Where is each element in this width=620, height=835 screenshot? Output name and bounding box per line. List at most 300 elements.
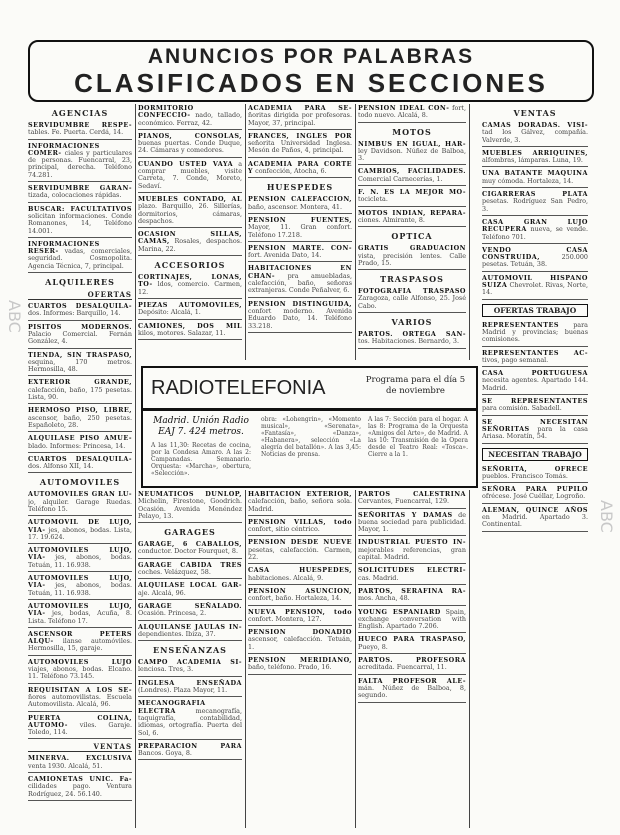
ad-lead: GRATIS GRADUACION [358, 244, 466, 253]
classified-ad [28, 378, 132, 404]
classified-ad [138, 679, 242, 698]
ad-lead: CAMIONETAS UNIC. Fa- [28, 775, 132, 783]
ad-body: calefacción, baño, señora sola. Madrid. [248, 497, 352, 513]
ad-body: Palacio Comercial. Fernán González, 4. [28, 329, 132, 346]
ad-body: tivos, pago semanal. [482, 355, 549, 364]
classified-ad [28, 121, 132, 140]
radio-program-date: Programa para el día 5 de noviembre [365, 375, 466, 396]
ad-lead: CAMPO ACADEMIA SI- [138, 658, 242, 667]
classified-ad [358, 490, 466, 509]
ad-body: Cervantes, Fuencarral, 129. [358, 497, 450, 506]
classified-ad [358, 287, 466, 313]
classified-ad [358, 608, 466, 634]
ad-lead: PENSION CALEFACCION, [248, 195, 352, 204]
classified-ad [138, 104, 242, 130]
ad-lead: PIANOS, CONSOLAS, [138, 131, 242, 140]
ad-lead: CASA PORTUGUESA [482, 369, 588, 378]
ad-lead: SERVIDUMBRE GARAN- [28, 184, 132, 193]
ad-lead: PENSION DONADIO [248, 628, 352, 637]
radio-text: obra: «Lohengrin», «Momento musical», «Serenata», «Fantasía», «Danza», «Habanera», selección «La alegría del batallón». A las 3,45: Noticias de prensa. [261, 416, 361, 458]
ad-body: mán. Núñez de Balboa, 8, segundo. [358, 683, 466, 700]
ad-lead: CAMBIOS, FACILIDADES. [358, 167, 466, 176]
ad-body: alfombras, lámparas. Luna, 19. [482, 156, 583, 165]
ad-body: calefacción, baño, 175 pesetas. Lista, 90. [28, 385, 132, 402]
watermark: ABC [597, 500, 616, 533]
divider [143, 408, 476, 411]
ad-body: baño, teléfono. Prado, 16. [248, 663, 332, 672]
ad-lead: CIGARRERAS PLATA [482, 190, 588, 199]
ad-lead: GARAGE CABIDA TRES [138, 560, 242, 569]
ad-lead: SEÑORA PARA PUPILO [482, 485, 588, 494]
ad-lead: GARAGE, 6 CABALLOS, [138, 540, 242, 549]
classified-ad [248, 160, 352, 179]
classified-ad [358, 140, 466, 166]
ad-body: tizada, colocaciones rápidas. [28, 191, 122, 200]
classified-ad [138, 301, 242, 320]
ad-lead: REPRESENTANTES AC- [482, 348, 588, 357]
ad-body: pesetas, calefacción. Carmen, 22. [248, 545, 352, 562]
ad-body: señorita Universidad Inglesa. Mesón de Paños, 4, principal. [248, 139, 352, 155]
section-heading: OFERTAS [28, 290, 132, 300]
classified-ad [358, 209, 466, 228]
ad-body: esquina, 170 metros. Hermosilla, 48. [28, 357, 132, 374]
classified-ad [482, 218, 588, 244]
ad-lead: REPRESENTANTES [482, 320, 559, 329]
ad-lead: PISITOS MODERNOS. [28, 322, 132, 331]
ad-body: jes, abonos, bodas. Tetuán, 11. 16.938. [28, 553, 132, 569]
ad-body: pesetas. Rodríguez San Pedro, 3. [482, 197, 588, 213]
ad-lead: CUARTOS DESALQUILA- [28, 302, 132, 311]
ad-lead: ACADEMIA PARA SE- [248, 104, 352, 112]
ad-lead: HERMOSO PISO, LIBRE, [28, 406, 132, 415]
ad-lead: AUTOMOVILES LUJO [28, 657, 132, 666]
ad-lead: MOTOS INDIAN, REPARA- [358, 208, 466, 217]
column-5 [482, 104, 588, 828]
classified-ad [482, 321, 588, 347]
ad-body: Pueyo, 8. [358, 642, 388, 651]
ad-body: venta 1930. Alcalá, 51. [28, 761, 103, 770]
ad-body: Michelin, Firestone, Goodrich. Ocasión. Avenida Menéndez Pelayo, 13. [138, 497, 242, 520]
ad-body: pra amuebladas, calefacción, baño, señoras extranjeras. Conde Peñalver, 6. [248, 271, 352, 295]
ad-body: Chevrolet. Rivas, Norte, 14. [482, 281, 588, 297]
ad-lead: ALQUILASE PISO AMUE- [28, 434, 132, 443]
classified-ad [28, 240, 132, 273]
ad-lead: OCASION SILLAS, CAMAS, [138, 230, 242, 246]
classified-ad [28, 455, 132, 474]
classified-ad [138, 540, 242, 559]
ad-body: nado, tallado, económico. Ferraz, 42. [138, 111, 242, 127]
ad-body: cas. Madrid. [358, 573, 399, 582]
classified-ad [358, 244, 466, 270]
ad-body: ñoritas dirigida por profesoras. Mayor, 37, principal. [248, 111, 352, 127]
ad-body: ascensor, baño, 250 pesetas. Españoleto, 28. [28, 413, 132, 429]
classified-ad [138, 160, 242, 193]
classified-ad [248, 216, 352, 242]
ad-body: solicitan informaciones. Conde Romanones, 14, Teléfono 14.001. [28, 211, 132, 235]
classified-ad [482, 369, 588, 395]
column-2-top [138, 104, 246, 360]
classified-ad [248, 132, 352, 158]
classified-ad [28, 714, 132, 740]
section-heading: AGENCIAS [51, 108, 109, 118]
ad-body: confort. Montera, 127. [248, 614, 322, 623]
ad-lead: PENSION DISTINGUIDA, [248, 299, 352, 308]
classified-ad [28, 490, 132, 516]
classified-ad [28, 406, 132, 432]
ad-body: para comisión. Sabadell. [482, 404, 562, 413]
ad-lead: PENSION FUENTES, [248, 215, 352, 224]
ad-lead: PARTOS. PROFESORA [358, 656, 466, 665]
ad-lead: CASA GRAN LUJO RECUPERA [482, 217, 588, 234]
ad-lead: HABITACION EXTERIOR, [248, 490, 352, 498]
classified-ad [248, 300, 352, 333]
classified-ad [138, 230, 242, 256]
classified-ad [138, 561, 242, 580]
ad-lead: HUECO PARA TRASPASO, [358, 635, 466, 644]
ad-body: plazo. Barquillo, 26. Sillerías, dormitorios, cámaras, despachos. [138, 202, 242, 225]
radio-column-1 [151, 416, 251, 477]
classified-ad [482, 274, 588, 300]
classified-ad [28, 754, 132, 773]
ad-lead: FRANCES, INGLES POR [248, 131, 352, 140]
ad-lead: PREPARACION PARA [138, 741, 242, 750]
column-1 [28, 104, 136, 828]
classified-ad [138, 581, 242, 600]
ad-body: Zaragoza, calle Alfonso, 25. José Cabo. [358, 294, 466, 310]
ad-lead: PENSION DESDE NUEVE [248, 538, 352, 547]
ad-lead: SOLICITUDES ELECTRI- [358, 566, 466, 575]
section-heading: TRASPASOS [380, 274, 444, 285]
ad-body: tables. Fe. Puerta. Cerdá, 14. [28, 128, 124, 137]
section-heading: VENTAS [513, 108, 557, 118]
ad-lead: CAMIONES, DOS MIL [138, 321, 242, 330]
classified-ad [28, 775, 132, 801]
ad-lead: INFORMACIONES RESER- [28, 239, 100, 256]
ad-lead: GARAGE SEÑALADO. [138, 601, 242, 610]
ad-body: para la casa Ariasa. Moratín, 54. [482, 424, 588, 441]
masthead [28, 40, 594, 102]
ad-body: mejorables referencias, gran capital. Madrid. [358, 545, 466, 562]
ad-lead: PARTOS. ORTEGA SAN- [358, 330, 466, 339]
ad-body: Mayor, 11. Gran confort. Teléfono 17.218. [248, 223, 352, 239]
ad-lead: MINERVA. EXCLUSIVA [28, 754, 132, 763]
classified-ad [358, 188, 466, 207]
classified-ad [28, 686, 132, 712]
section-heading: OFERTAS TRABAJO [482, 304, 588, 317]
ad-body: viles. Garaje. Toledo, 114. [28, 720, 132, 737]
ad-body: confort, sitio céntrico. [248, 525, 320, 534]
classified-ad [482, 121, 588, 147]
ad-body: para Madrid y provincias; buenas comisiones. [482, 320, 588, 344]
classified-ad [28, 602, 132, 628]
ad-body: dos. Informes: Barquillo, 14. [28, 309, 121, 318]
classified-ad [248, 518, 352, 537]
classified-ad [138, 699, 242, 739]
ad-body: (Londres). Plaza Mayor, 11. [138, 686, 228, 695]
ad-body: jes, abonos, bodas. Lista, 17. 19.624. [28, 525, 132, 541]
ad-body: 250.000 pesetas. Tetuán, 38. [482, 253, 588, 269]
watermark: ABC [5, 300, 24, 333]
ad-body: en Madrid. Apartado 3. Continental. [482, 512, 588, 529]
section-heading: ALQUILERES [45, 277, 115, 288]
ad-body: habitaciones. Alcalá, 9. [248, 573, 324, 582]
ad-lead: EXTERIOR GRANDE, [28, 378, 132, 387]
ad-lead: MUEBLES ARRIQUINES, [482, 148, 588, 157]
ad-body: lenciosa. Tres, 3. [138, 665, 194, 674]
ad-body: Ocasión. Princesa, 2. [138, 609, 207, 618]
classified-ad [248, 587, 352, 606]
classified-ad [482, 465, 588, 484]
classified-ad [28, 205, 132, 238]
classified-ad [482, 397, 588, 416]
classified-ad [138, 623, 242, 642]
ad-lead: AUTOMOVILES GRAN LU- [28, 490, 132, 499]
ad-lead: YOUNG ESPANIARD [358, 607, 441, 616]
ad-lead: ASCENSOR PETERS ALQU- [28, 629, 132, 646]
ad-lead: INGLESA ENSEÑADA [138, 678, 242, 687]
ad-body: fort. Avenida Dato, 14. [248, 251, 322, 260]
ad-lead: PIEZAS AUTOMOVILES, [138, 300, 242, 309]
ad-body: buenas puertas. Conde Duque, 24. Cámaras y comedores. [138, 139, 242, 155]
ad-body: viajes, abonos, bodas. Elcano. 11. Teléfono 73.145. [28, 665, 132, 681]
ad-lead: SE REPRESENTANTES [482, 397, 588, 406]
ad-lead: F. N. ES LA MEJOR MO- [358, 188, 466, 197]
classified-ad [358, 538, 466, 564]
ad-body: ascensor, calefacción. Tetuán, 1. [248, 635, 352, 651]
ad-body: Bancos. Goya, 8. [138, 749, 192, 758]
classified-ad [248, 104, 352, 130]
classified-ad [358, 635, 466, 654]
section-heading: ENSEÑANZAS [153, 645, 227, 656]
ad-body: blado. Informes: Princesa, 14. [28, 441, 126, 450]
classified-ad [248, 195, 352, 214]
ad-body: tocicleta. [358, 195, 388, 204]
ad-lead: PARTOS, SERAFINA RA- [358, 586, 466, 595]
classified-ad [138, 132, 242, 158]
ad-body: ciales y particulares de personas. Fuencarral, 23, principal, derecha. Teléfono 74.281. [28, 148, 132, 179]
ad-lead: ACADEMIA PARA CORTE Y [248, 159, 352, 176]
classified-ad [248, 490, 352, 516]
classified-ad [248, 656, 352, 675]
classified-ad [138, 658, 242, 677]
ad-body: dos. Alfonso XII, 14. [28, 462, 94, 471]
ad-lead: AUTOMOVILES LUJO, VIA- [28, 601, 132, 618]
ad-lead: DORMITORIO CONFECCIO- [138, 104, 194, 120]
ad-body: ofrécese. José Cuéllar, Logroño. [482, 492, 586, 501]
ad-body: confort moderno. Avenida Eduardo Dato, 14. Teléfono 33.218. [248, 306, 352, 330]
classified-ad [482, 349, 588, 368]
classified-ad [482, 190, 588, 216]
classified-ad [28, 630, 132, 656]
column-3-top [248, 104, 356, 360]
ad-lead: CAMAS DORADAS. VISI- [482, 121, 588, 129]
classified-ad [248, 538, 352, 564]
section-heading: ACCESORIOS [154, 260, 226, 271]
classified-ad [358, 566, 466, 585]
ad-body: conductor. Doctor Fourquet, 8. [138, 547, 239, 556]
ad-lead: ALQUILANSE JAULAS IN- [138, 622, 242, 631]
ad-body: Comercial Carnecerías, 1. [358, 174, 443, 183]
ad-body: a comprar muebles, visite Carreta, 7. Conde, Moreto, Sedaví. [138, 159, 242, 190]
ad-lead: SEÑORITAS Y DAMAS [358, 510, 453, 519]
classified-ad [482, 246, 588, 272]
ad-body: tos. Habitaciones. Bernardo, 3. [358, 337, 459, 346]
classified-ad [138, 195, 242, 228]
classified-ad [248, 244, 352, 263]
ad-body: muy cómoda. Hortaleza, 14. [482, 176, 574, 185]
radio-station: Madrid. Unión Radio EAJ 7. 424 metros. [153, 416, 249, 437]
classified-ad [358, 167, 466, 186]
classified-ad [28, 658, 132, 684]
ad-lead: PUERTA COLINA, AUTOMO- [28, 713, 132, 729]
ad-body: tad los Gálvez, compañía. Valverde, 3. [482, 128, 588, 144]
ad-body: ñores automovilistas. Escuela Automovilista. Alcalá, 96. [28, 692, 132, 709]
ad-lead: CUANDO USTED VAYA [138, 159, 234, 168]
classified-ad [28, 142, 132, 182]
column-4-top [358, 104, 470, 360]
ad-lead: AUTOMOVIL DE LUJO, VIA- [28, 518, 132, 534]
classified-ad [248, 566, 352, 585]
ad-lead: PARTOS CALESTRINA [358, 490, 466, 498]
classified-ad [482, 506, 588, 532]
classified-ad [28, 302, 132, 321]
classified-ad [138, 322, 242, 341]
classified-ad [482, 418, 588, 444]
ad-lead: FOTOGRAFIA TRASPASO [358, 287, 466, 296]
ad-body: jes, abonos, bodas. Tetuán, 11. 16.938. [28, 581, 132, 597]
ad-lead: PENSION MARTE. CON- [248, 243, 352, 252]
classified-ad [248, 264, 352, 297]
ad-lead: NUEVA PENSION, todo [248, 607, 352, 616]
ad-lead: SE NECESITAN SEÑORITAS [482, 417, 588, 433]
ad-body: fort, todo nuevo. Alcalá, 8. [358, 104, 466, 120]
ad-lead: CORTINAJES, LONAS, TO- [138, 273, 242, 289]
classified-ad [28, 323, 132, 349]
ad-body: coches. Velázquez, 58. [138, 568, 211, 577]
classified-ad [138, 742, 242, 761]
column-2-bottom [138, 490, 246, 828]
ad-lead: CUARTOS DESALQUILA- [28, 454, 132, 463]
classified-ad [482, 169, 588, 188]
ad-body: ley Davidson. Núñez de Balboa, 3. [358, 146, 466, 163]
classified-ad [482, 149, 588, 168]
ad-body: ciones. Almirante, 8. [358, 215, 425, 224]
classified-ad [482, 485, 588, 504]
ad-body: confort, baño. Hortaleza, 14. [248, 594, 342, 603]
ad-lead: MUEBLES CONTADO, AL [138, 194, 242, 203]
ad-lead: REQUISITAN A LOS SE- [28, 685, 132, 694]
ad-lead: PENSION IDEAL CON- [358, 104, 450, 112]
classified-ad [248, 608, 352, 627]
ad-body: dependientes. Ibiza, 37. [138, 629, 216, 638]
radio-program-box [141, 366, 478, 488]
classified-ad [358, 511, 466, 537]
classified-ad [28, 546, 132, 572]
section-heading: OPTICA [391, 231, 433, 242]
classified-ad [248, 628, 352, 654]
ad-lead: FALTA PROFESOR ALE- [358, 676, 466, 685]
column-3-bottom [248, 490, 356, 828]
ad-lead: TIENDA, SIN TRASPASO, [28, 350, 132, 359]
ad-lead: SERVIDUMBRE RESPE- [28, 121, 132, 129]
classified-ad [358, 656, 466, 675]
ad-body: nueva, se vende. Teléfono 701. [482, 225, 588, 241]
section-heading: VENTAS [28, 742, 132, 752]
masthead-line-1: ANUNCIOS POR PALABRAS [147, 45, 475, 68]
ad-body: vadas, comerciales, seguridad. Cosmopolita. Agencia Técnica, 7, principal. [28, 247, 132, 270]
section-heading: VARIOS [391, 317, 433, 328]
classified-ad [358, 677, 466, 703]
ad-lead: HABITACIONES EN CHAN- [248, 264, 352, 280]
section-heading: HUESPEDES [266, 182, 334, 193]
ad-lead: PENSION MERIDIANO, [248, 656, 352, 665]
ad-body: kilos, motores. Salazar, 11. [138, 328, 226, 337]
ad-body: jes, bodas, Acuña, 8. Lista. Teléfono 17. [28, 609, 132, 625]
section-heading: GARAGES [164, 527, 216, 538]
ad-lead: PENSION VILLAS, todo [248, 517, 352, 526]
ad-lead: MECANOGRAFIA ELECTRA [138, 699, 206, 715]
ad-body: acreditada. Fuencarral, 11. [358, 663, 447, 672]
ad-body: necesita agentes. Apartado 144. Madrid. [482, 376, 588, 392]
ad-body: ldos, comercio. Carmen, 12. [138, 280, 242, 296]
radio-text: A las 7: Sección para el hogar. A las 8: Programa de la Orquesta «Amigos del Arte», de Madrid. A las 10: Transmisión de la Opera desde el Teatro Real: «Tosca». Cierre a la 1. [368, 416, 468, 458]
classified-ad [358, 330, 466, 349]
ad-body: ilanse automóviles. Hermosilla, 15, garaje. [28, 637, 132, 653]
ad-body: mecanografía, taquigrafía, contabilidad, idiomas, ortografía. Puerta del Sol, 6. [138, 706, 242, 737]
ad-lead: AUTOMOVILES LUJO, VIA- [28, 574, 132, 590]
ad-lead: ALEMAN, QUINCE AÑOS [482, 505, 588, 514]
classified-ad [358, 104, 466, 123]
ad-lead: UNA BATANTE MAQUINA [482, 169, 588, 178]
column-4-bottom [358, 490, 470, 828]
ad-lead: CASA HUESPEDES, [248, 566, 352, 575]
classified-ad [138, 273, 242, 299]
ad-body: baño, ascensor. Montera, 41. [248, 202, 342, 211]
classified-ad [28, 518, 132, 544]
classified-ad [28, 574, 132, 600]
ad-lead: AUTOMOVIL HISPANO SUIZA [482, 273, 588, 290]
classified-ad [138, 490, 242, 523]
masthead-line-2: CLASIFICADOS EN SECCIONES [74, 68, 548, 98]
ad-lead: NIMBUS EN IGUAL, HAR- [358, 139, 466, 148]
ad-body: jo, alquiler. Garage Ruedas. Teléfono 15. [28, 497, 132, 513]
ad-body: aje. Alcalá, 96. [138, 588, 186, 597]
ad-lead: SEÑORITA, OFRECE [482, 464, 588, 473]
classified-ad [28, 434, 132, 453]
ad-lead: INFORMACIONES COMER- [28, 141, 100, 157]
classified-ad [138, 602, 242, 621]
ad-body: de buena sociedad para publicidad. Mayor, 1. [358, 510, 466, 534]
ad-lead: ALQUILASE LOCAL GAR- [138, 581, 242, 590]
section-heading: AUTOMOVILES [39, 477, 121, 488]
ad-body: confección, Atocha, 6. [255, 167, 327, 176]
ad-body: mos. Ancha, 48. [358, 594, 410, 603]
ad-body: Depósito: Alcalá, 1. [138, 308, 201, 317]
radio-text: A las 11,30: Recetas de cocina, por la Condesa Amaro. A las 2: Campanadas. Semanario. Orquesta: «Marcha», obertura, «Selección». [151, 442, 251, 477]
ad-body: cilidades pago. Ventura Rodríguez, 24. 56.140. [28, 782, 132, 798]
ad-lead: PENSION ASUNCION, [248, 586, 352, 595]
classified-ad [28, 184, 132, 203]
ad-body: pueblos. Francisco Tomás. [482, 471, 568, 480]
ad-body: Spain, exchange conversation with English. Apartado 7.206. [358, 607, 466, 631]
radio-title: RADIOTELEFONIA [151, 377, 326, 399]
ad-lead: VENDO CASA CONSTRUIDA, [482, 245, 588, 262]
section-heading: NECESITAN TRABAJO [482, 448, 588, 461]
ad-lead: NEUMATICOS DUNLOP, [138, 490, 242, 498]
ad-lead: AUTOMOVILES LUJO, VIA- [28, 546, 132, 562]
ad-lead: BUSCAR: FACULTATIVOS [28, 204, 132, 213]
ad-lead: INDUSTRIAL PUESTO IN- [358, 538, 466, 547]
